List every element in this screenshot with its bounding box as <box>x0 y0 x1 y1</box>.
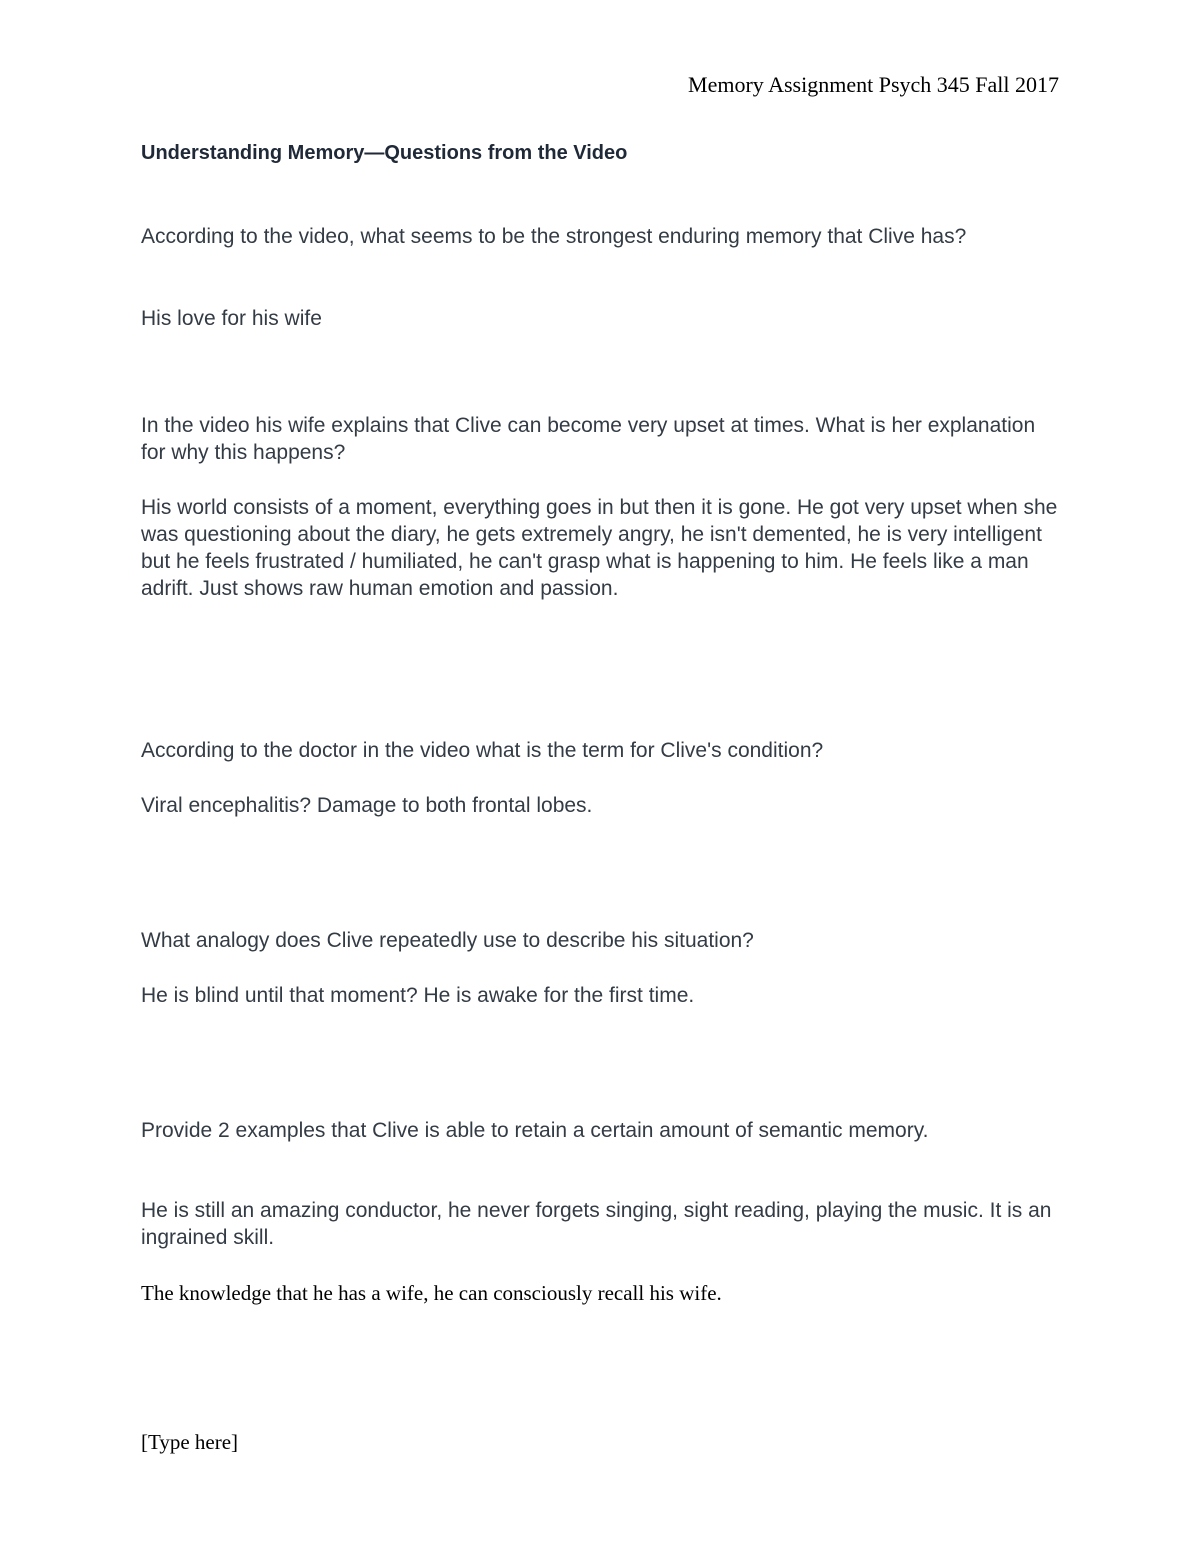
question-3: According to the doctor in the video what is the term for Clive's condition? <box>141 739 824 762</box>
answer-3: Viral encephalitis? Damage to both frontal lobes. <box>141 794 593 817</box>
answer-5-extra: The knowledge that he has a wife, he can consciously recall his wife. <box>141 1281 722 1305</box>
page-header: Memory Assignment Psych 345 Fall 2017 <box>688 72 1059 97</box>
question-2: In the video his wife explains that Clive can become very upset at times. What is her explanation for why this happens? <box>141 414 1036 464</box>
answer-2: His world consists of a moment, everything goes in but then it is gone. He got very upset when she was questioning about the diary, he gets extremely angry, he isn't demented, he is very intelligent but he feels frustrated / humiliated, he can't grasp what is happening to him. He feels like a man adrift. Just shows raw human emotion and passion. <box>141 496 1058 600</box>
question-5: Provide 2 examples that Clive is able to retain a certain amount of semantic memory. <box>141 1119 929 1142</box>
answer-1: His love for his wife <box>141 307 322 330</box>
answer-5: He is still an amazing conductor, he never forgets singing, sight reading, playing the music. It is an ingrained skill. <box>141 1199 1052 1249</box>
question-4: What analogy does Clive repeatedly use to describe his situation? <box>141 929 754 952</box>
page-title: Understanding Memory—Questions from the Video <box>141 142 628 164</box>
question-1: According to the video, what seems to be the strongest enduring memory that Clive has? <box>141 225 967 248</box>
answer-4: He is blind until that moment? He is awake for the first time. <box>141 984 695 1007</box>
footer-placeholder[interactable]: [Type here] <box>141 1430 239 1454</box>
